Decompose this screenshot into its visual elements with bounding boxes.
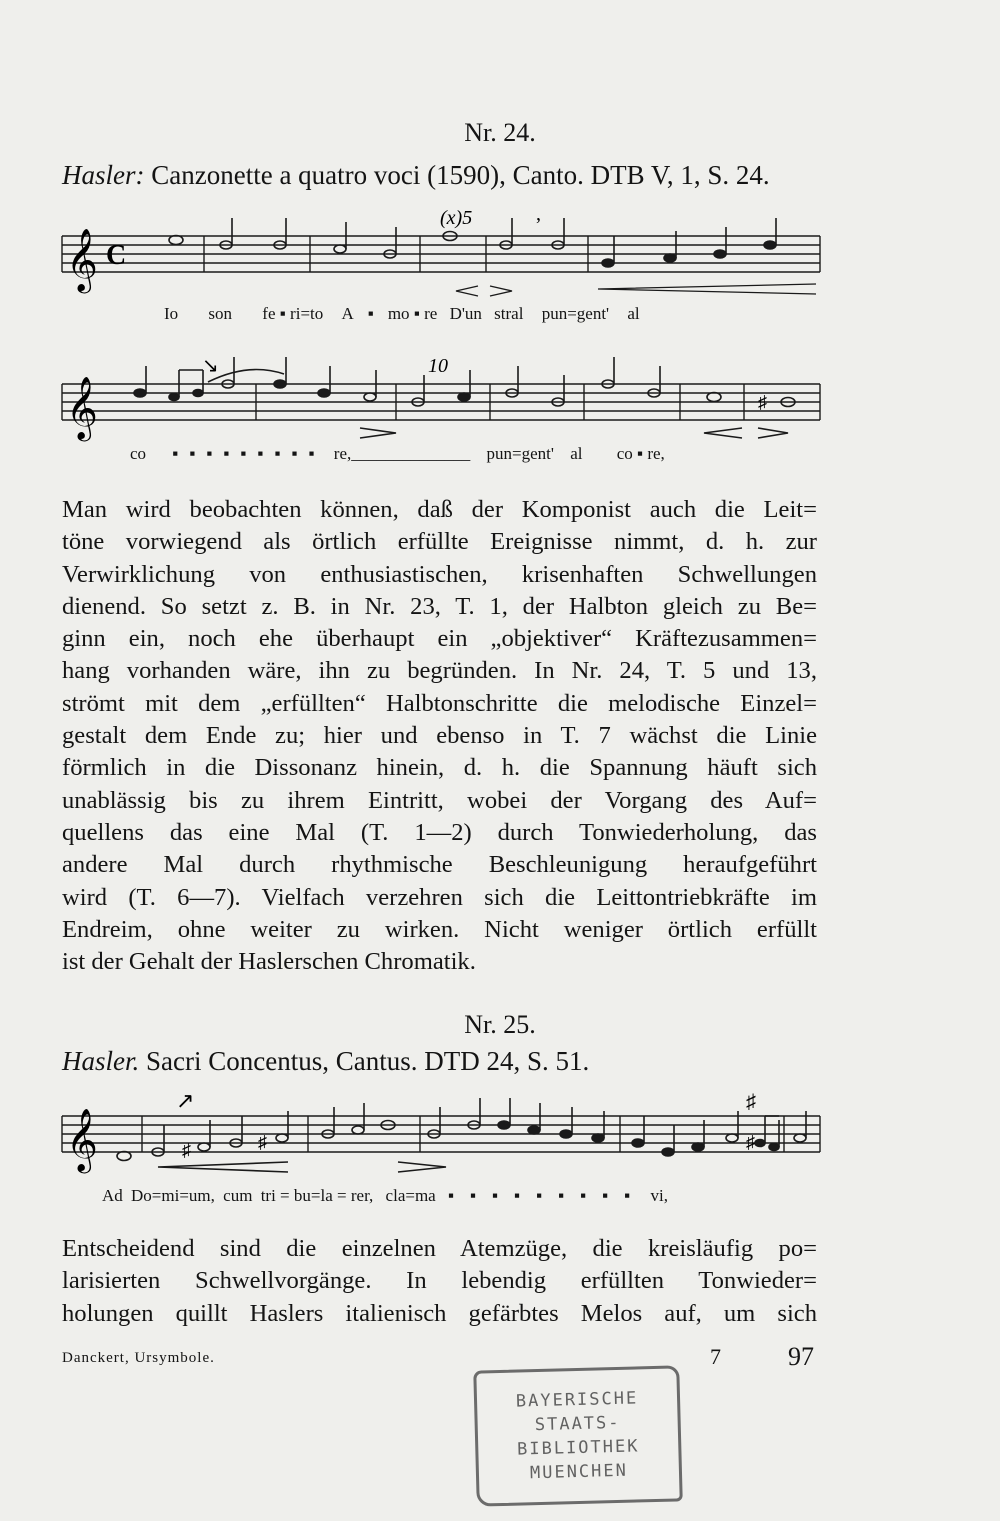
stamp-line: BAYERISCHE bbox=[515, 1388, 639, 1412]
text-line: töne vorwiegend als örtlich erfüllte Ereignisse nimmt, d. h. zur bbox=[62, 528, 817, 556]
text-line: Endreim, ohne weiter zu wirken. Nicht weniger örtlich erfüllt bbox=[62, 915, 817, 943]
lyrics-24-line2: co ▪▪▪▪▪▪▪▪▪ re,______________ pun=gent' al co ▪ re, bbox=[130, 444, 665, 463]
lyric: A bbox=[341, 304, 354, 323]
lyric: co bbox=[616, 444, 633, 463]
lyric: stral bbox=[494, 304, 524, 323]
text-line: andere Mal durch rhythmische Beschleunigung heraufgeführt bbox=[62, 851, 817, 879]
text-line: hang vorhanden wäre, ihn zu begründen. In Nr. 24, T. 5 und 13, bbox=[62, 657, 817, 685]
music-staff-24b bbox=[58, 352, 828, 452]
treble-clef-icon: 𝄞 bbox=[66, 1110, 98, 1170]
music-staff-24a bbox=[58, 200, 828, 310]
lyric: pun bbox=[486, 444, 513, 463]
text-line: Man wird beobachten können, daß der Komponist auch die Leit= bbox=[62, 496, 817, 523]
example-25-number: Nr. 25. bbox=[464, 1010, 536, 1039]
svg-text:♯: ♯ bbox=[758, 392, 767, 412]
lyric: bu bbox=[293, 1186, 311, 1205]
text-line: förmlich in die Dissonanz hinein, d. h. die Spannung häuft sich bbox=[62, 754, 817, 782]
lyric: cum bbox=[223, 1186, 253, 1205]
lyric: to bbox=[310, 304, 324, 323]
text-line: larisierten Schwellvorgänge. In lebendig erfüllten Tonwieder= bbox=[62, 1267, 817, 1295]
text-line: wird (T. 6—7). Vielfach verzehren sich die Leittontriebkräfte im bbox=[62, 883, 817, 911]
lyric: son bbox=[208, 304, 233, 323]
lyric: re bbox=[424, 304, 438, 323]
svg-text:↗: ↗ bbox=[176, 1088, 195, 1113]
example-25-composer: Hasler. bbox=[62, 1046, 140, 1076]
mark-5-label: (x)5 bbox=[440, 207, 473, 229]
lyric: tri bbox=[260, 1186, 276, 1205]
svg-text:↘: ↘ bbox=[202, 355, 219, 377]
library-stamp bbox=[473, 1365, 682, 1506]
lyric: ri bbox=[290, 304, 301, 323]
lyric: al bbox=[570, 444, 583, 463]
footer-signature-mark: 7 bbox=[710, 1344, 721, 1369]
lyric: cla=ma bbox=[385, 1186, 436, 1205]
music-staff-25 bbox=[58, 1086, 828, 1186]
lyrics-25: Ad Do=mi=um, cum tri = bu=la = rer, cla=ma ▪▪▪▪▪▪▪▪▪ vi, bbox=[102, 1186, 668, 1205]
lyric: al bbox=[627, 304, 640, 323]
stamp-line: STAATS- bbox=[534, 1412, 621, 1436]
example-24-composer: Hasler: bbox=[62, 160, 145, 190]
text-line: ginn ein, noch ehe überhaupt ein „objektiver“ Kräftezusammen= bbox=[62, 625, 817, 653]
example-24-number: Nr. 24. bbox=[464, 118, 536, 147]
lyric: Ad bbox=[102, 1186, 123, 1205]
footer-author-title: Danckert, Ursymbole. bbox=[62, 1350, 215, 1366]
lyric: gent' bbox=[521, 444, 554, 463]
lyric: rer, bbox=[350, 1186, 374, 1205]
example-24-caption bbox=[62, 160, 770, 191]
lyric: D'un bbox=[449, 304, 482, 323]
lyric: Do=mi=um, bbox=[131, 1186, 215, 1205]
lyric: re, bbox=[647, 444, 665, 463]
stamp-line: BIBLIOTHEK bbox=[516, 1436, 640, 1460]
lyrics-24-line1: Io son fe ▪ ri=to A ▪ mo ▪ re D'un stral pun=gent' al bbox=[164, 304, 640, 323]
common-time-icon: C bbox=[106, 240, 127, 271]
lyric: re, bbox=[333, 444, 352, 463]
treble-clef-icon: 𝄞 bbox=[66, 230, 98, 290]
text-line: strömt mit dem „erfüllten“ Halbtonschritte die melodische Einzel= bbox=[62, 689, 817, 717]
svg-text:♯: ♯ bbox=[746, 1132, 755, 1152]
lyric: gent' bbox=[576, 304, 610, 323]
svg-text:♯: ♯ bbox=[258, 1132, 267, 1152]
page-number: 97 bbox=[788, 1342, 814, 1371]
lyric: co bbox=[130, 444, 147, 463]
example-25-title: Sacri Concentus, Cantus. DTD 24, S. 51. bbox=[146, 1046, 590, 1076]
svg-text:♯: ♯ bbox=[182, 1140, 191, 1160]
text-line: dienend. So setzt z. B. in Nr. 23, T. 1, der Halbton gleich zu Be= bbox=[62, 592, 817, 620]
paragraph-2 bbox=[62, 1233, 817, 1330]
treble-clef-icon: 𝄞 bbox=[66, 378, 98, 438]
lyric: fe bbox=[262, 304, 276, 323]
lyric: la bbox=[320, 1186, 333, 1205]
lyric: mo bbox=[387, 304, 410, 323]
text-line: holungen quillt Haslers italienisch gefärbtes Melos auf, um sich bbox=[62, 1299, 817, 1327]
paragraph-1 bbox=[62, 494, 817, 978]
lyric: Io bbox=[164, 304, 179, 323]
mark-10-label: 10 bbox=[428, 355, 448, 377]
text-line: Verwirklichung von enthusiastischen, krisenhaften Schwellungen bbox=[62, 560, 817, 588]
text-line: gestalt dem Ende zu; hier und ebenso in T. 7 wächst die Linie bbox=[62, 722, 817, 750]
lyric: vi, bbox=[650, 1186, 668, 1205]
example-24-title: Canzonette a quatro voci (1590), Canto. DTB V, 1, S. 24. bbox=[151, 160, 770, 190]
stamp-line: MUENCHEN bbox=[529, 1460, 629, 1484]
lyric: pun bbox=[541, 304, 568, 323]
svg-text:♯: ♯ bbox=[746, 1091, 756, 1113]
text-line: Entscheidend sind die einzelnen Atemzüge, die kreisläufig po= bbox=[62, 1235, 817, 1262]
svg-text:,: , bbox=[536, 203, 541, 225]
text-line: unablässig bis zu ihrem Eintritt, wobei der Vorgang des Auf= bbox=[62, 786, 817, 814]
text-line: quellens das eine Mal (T. 1—2) durch Tonwiederholung, das bbox=[62, 818, 817, 846]
text-line: ist der Gehalt der Haslerschen Chromatik. bbox=[62, 948, 476, 976]
example-25-caption bbox=[62, 1046, 589, 1077]
